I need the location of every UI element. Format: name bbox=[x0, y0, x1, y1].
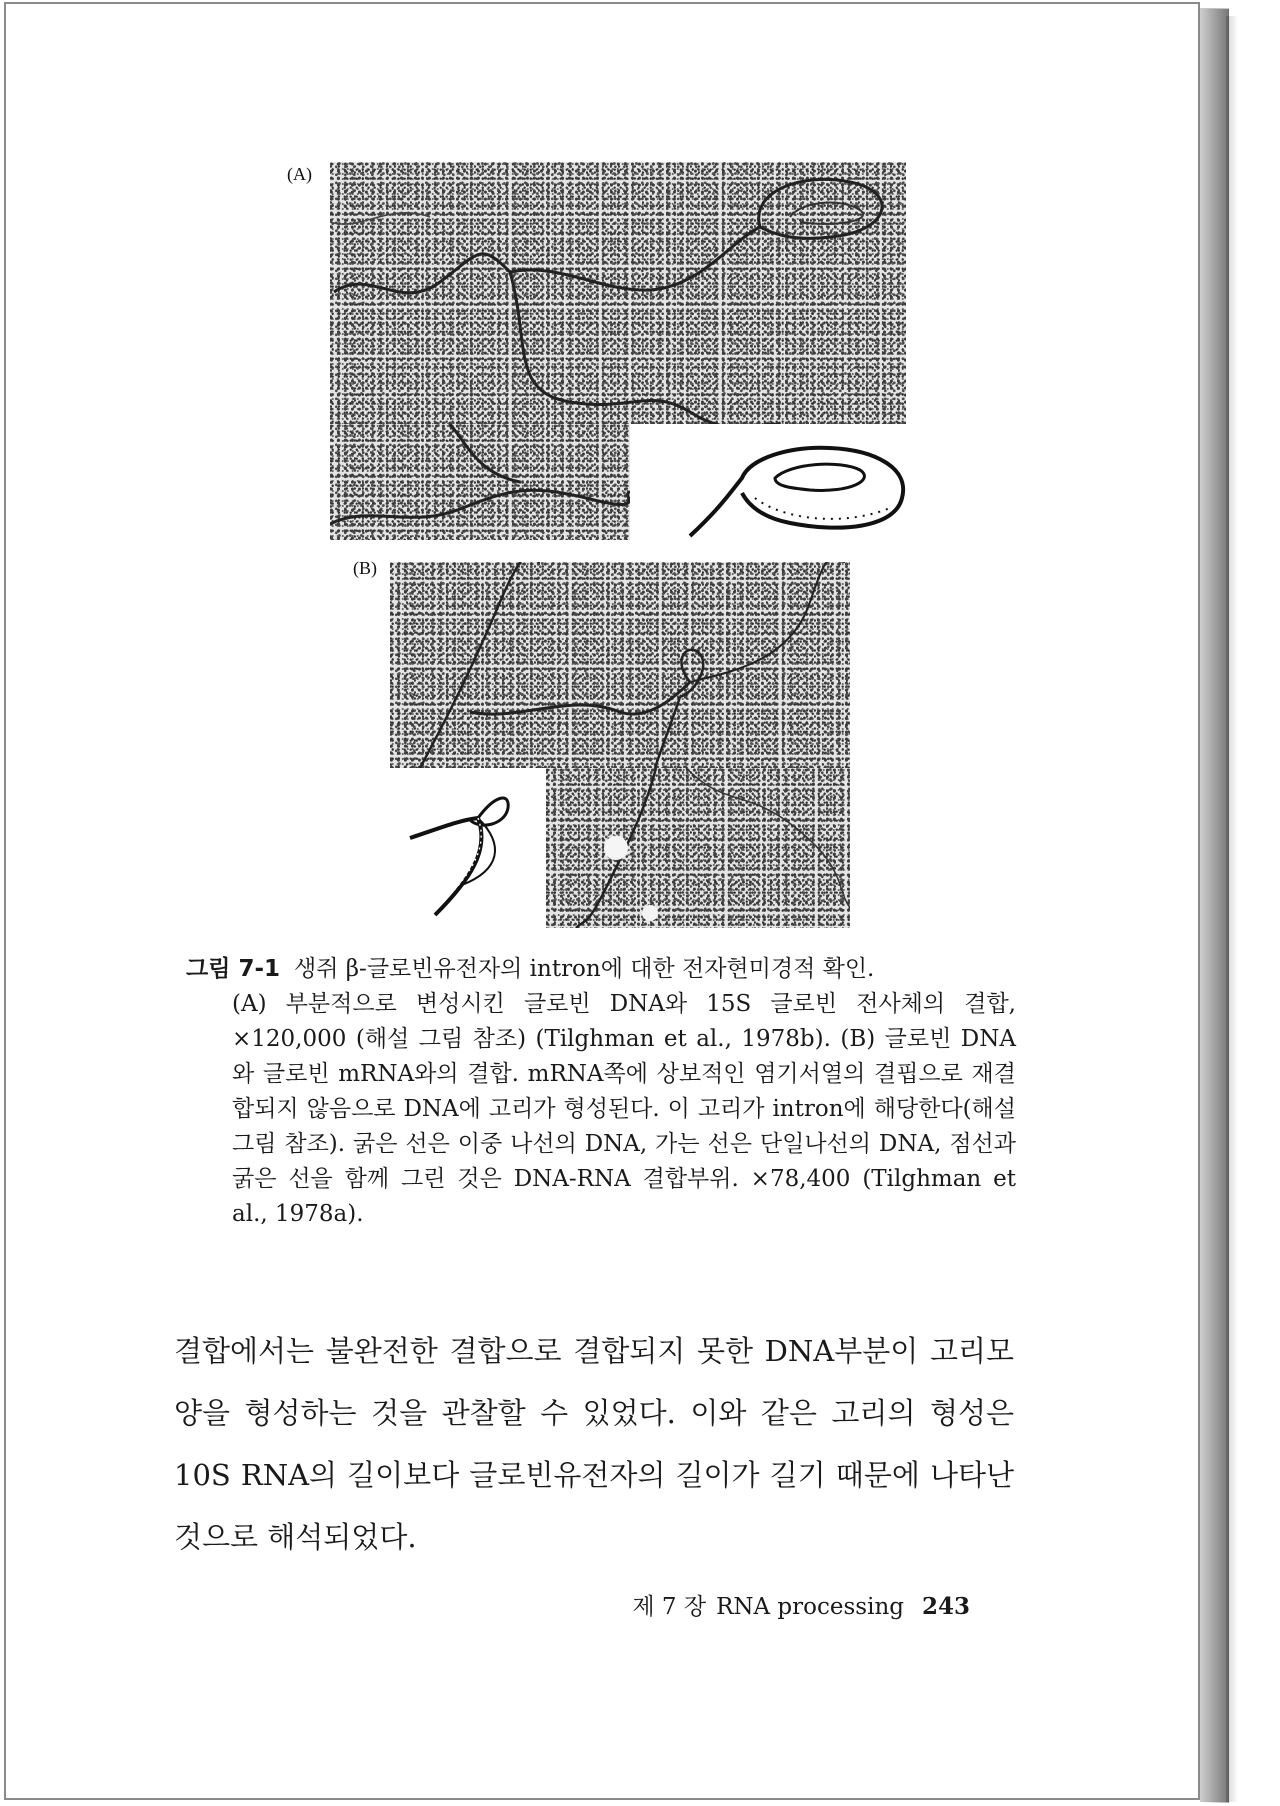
interpretive-drawing-b bbox=[400, 790, 530, 920]
panel-a-label: (A) bbox=[287, 164, 312, 184]
page-edge-gradient bbox=[1226, 16, 1238, 1802]
micrograph-a-lower bbox=[330, 424, 630, 540]
micrograph-b-upper bbox=[390, 562, 850, 768]
footer-chapter: 제 7 장 bbox=[632, 1594, 707, 1620]
page-edge-shadow bbox=[1200, 8, 1229, 1803]
figure-caption bbox=[186, 952, 1016, 1232]
micrograph-b-lower-strands bbox=[546, 768, 850, 928]
footer-title: RNA processing bbox=[716, 1594, 904, 1620]
micrograph-a-upper bbox=[330, 162, 906, 424]
caption-first-line bbox=[186, 952, 1016, 987]
caption-title: 생쥐 β-글로빈유전자의 intron에 대한 전자현미경적 확인. bbox=[294, 956, 875, 982]
interpretive-drawing-a bbox=[680, 438, 910, 540]
running-footer bbox=[622, 1588, 970, 1621]
body-paragraph: 결합에서는 불완전한 결합으로 결합되지 못한 DNA부분이 고리모양을 형성하는 것을 관찰할 수 있었다. 이와 같은 고리의 형성은 10S RNA의 길이보다 글로빈유전자의 길이가 길기 때문에 나타난 것으로 해석되었다. bbox=[174, 1334, 1014, 1554]
micrograph-b-upper-strands bbox=[390, 562, 850, 768]
panel-b-label: (B) bbox=[353, 558, 377, 578]
page-number: 243 bbox=[921, 1593, 970, 1620]
caption-body: (A) 부분적으로 변성시킨 글로빈 DNA와 15S 글로빈 전사체의 결합, ×120,000 (해설 그림 참조) (Tilghman et al., 1978b). (B) 글로빈 DNA와 글로빈 mRNA와의 결합. mRNA쪽에 상보적인 염기서열의 결핍으로 재결합되지 않음으로 DNA에 고리가 형성된다. 이 고리가 intron에 해당한다(해설 그림 참조). 굵은 선은 이중 나선의 DNA, 가는 선은 단일나선의 DNA, 점선과 굵은 선을 함께 그린 것은 DNA-RNA 결합부위. ×78,400 (Tilghman et al., 1978a). bbox=[232, 991, 1016, 1227]
micrograph-b-lower bbox=[546, 768, 850, 928]
caption-label: 그림 7-1 bbox=[186, 956, 280, 982]
micrograph-a-upper-strands bbox=[330, 162, 906, 424]
micrograph-a-lower-strands bbox=[330, 424, 630, 540]
